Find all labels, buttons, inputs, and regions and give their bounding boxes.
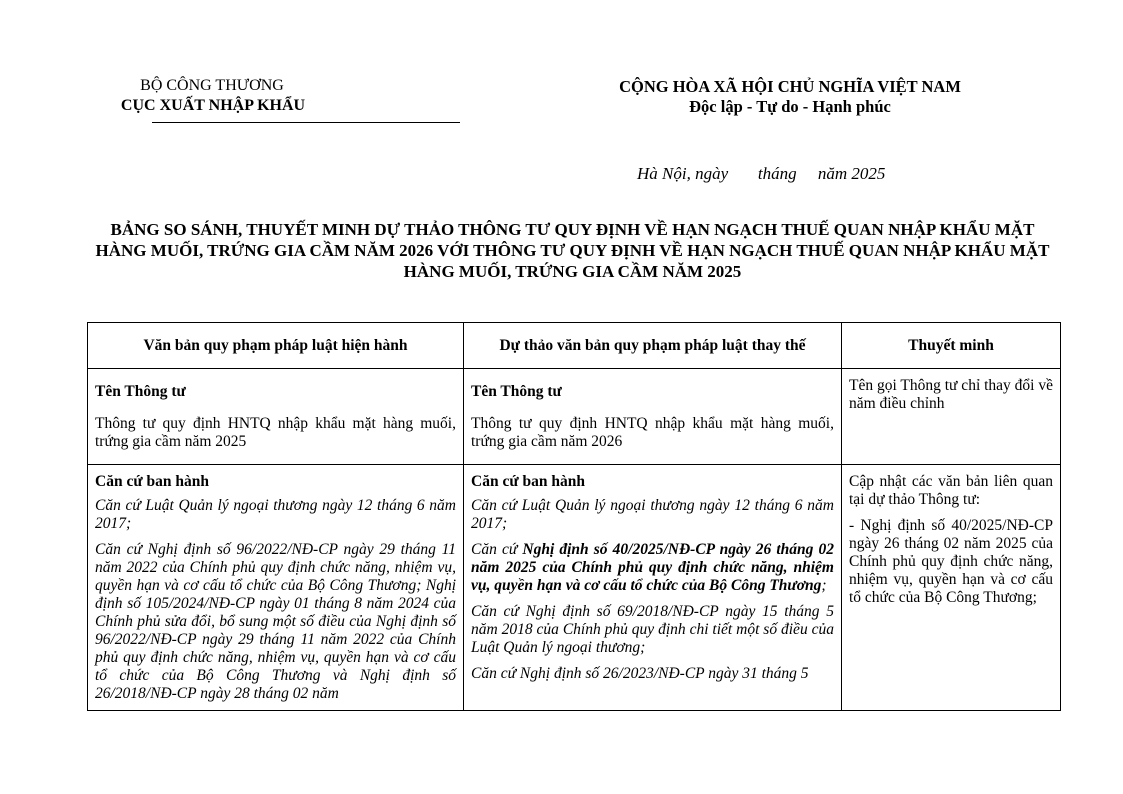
current-name-label: Tên Thông tư (95, 383, 186, 400)
comparison-table (87, 322, 1061, 711)
document-title: BẢNG SO SÁNH, THUYẾT MINH DỰ THẢO THÔNG TƯ QUY ĐỊNH VỀ HẠN NGẠCH THUẾ QUAN NHẬP KHẨU MẶT HÀNG MUỐI, TRỨNG GIA CẦM NĂM 2026 VỚI THÔNG TƯ QUY ĐỊNH VỀ HẠN NGẠCH THUẾ QUAN NHẬP KHẨU MẶT HÀNG MUỐI, TRỨNG GIA CẦM NĂM 2025 (95, 220, 1050, 281)
basis-note-intro: Cập nhật các văn bản liên quan tại dự thảo Thông tư: (849, 473, 1053, 508)
cell-current-basis (88, 465, 464, 711)
national-motto: Độc lập - Tự do - Hạnh phúc (689, 97, 891, 116)
table-row (88, 465, 1061, 711)
basis-note-item: - Nghị định số 40/2025/NĐ-CP ngày 26 tháng 02 năm 2025 của Chính phủ quy định chức năng, nhiệm vụ, quyền hạn và cơ cấu tổ chức của Bộ Công Thương; (849, 517, 1053, 606)
current-basis-law: Căn cứ Luật Quản lý ngoại thương ngày 12 tháng 6 năm 2017; (95, 497, 456, 532)
header-divider (152, 122, 460, 123)
current-basis-decree: Căn cứ Nghị định số 96/2022/NĐ-CP ngày 29 tháng 11 năm 2022 của Chính phủ quy định chức năng, nhiệm vụ, quyền hạn và cơ cấu tổ chức của Bộ Công Thương; Nghị định số 105/2024/NĐ-CP ngày 01 tháng 8 năm 2024 của Chính phủ sửa đổi, bổ sung một số điều của Nghị định số 96/2022/NĐ-CP ngày 29 tháng 11 năm 2022 của Chính phủ quy định chức năng, nhiệm vụ, quyền hạn và cơ cấu tổ chức của Bộ Công Thương và Nghị định số 26/2018/NĐ-CP ngày 28 tháng 02 năm (95, 541, 456, 702)
draft-name-label: Tên Thông tư (471, 383, 562, 400)
cell-draft-name (464, 369, 842, 465)
header-draft-law: Dự thảo văn bản quy phạm pháp luật thay thế (464, 323, 842, 369)
draft-basis-law: Căn cứ Luật Quản lý ngoại thương ngày 12 tháng 6 năm 2017; (471, 497, 834, 532)
cell-draft-basis (464, 465, 842, 711)
draft-basis-decree-40 (471, 541, 834, 595)
department-name: CỤC XUẤT NHẬP KHẨU (120, 97, 306, 114)
header-explanation: Thuyết minh (842, 323, 1061, 369)
table-header-row (88, 323, 1061, 369)
draft-decree-bold: Nghị định số 40/2025/NĐ-CP ngày 26 tháng 02 năm 2025 của Chính phủ quy định chức năng, nhiệm vụ, quyền hạn và cơ cấu tổ chức của Bộ Công Thương (471, 541, 835, 594)
draft-decree-suffix: ; (821, 577, 827, 594)
date-line: Hà Nội, ngày tháng năm 2025 (637, 164, 886, 183)
current-basis-label: Căn cứ ban hành (95, 473, 209, 490)
draft-decree-prefix: Căn cứ (471, 541, 523, 558)
name-note-text: Tên gọi Thông tư chỉ thay đổi về năm điều chỉnh (849, 377, 1053, 412)
header-current-law: Văn bản quy phạm pháp luật hiện hành (88, 323, 464, 369)
ministry-name: BỘ CÔNG THƯƠNG (140, 77, 284, 94)
draft-basis-decree-26: Căn cứ Nghị định số 26/2023/NĐ-CP ngày 31 tháng 5 (471, 665, 809, 682)
cell-basis-note (842, 465, 1061, 711)
current-name-text: Thông tư quy định HNTQ nhập khẩu mặt hàng muối, trứng gia cầm năm 2025 (95, 415, 456, 450)
cell-current-name (88, 369, 464, 465)
nation-name: CỘNG HÒA XÃ HỘI CHỦ NGHĨA VIỆT NAM (619, 77, 961, 96)
draft-basis-label: Căn cứ ban hành (471, 473, 585, 490)
draft-name-text: Thông tư quy định HNTQ nhập khẩu mặt hàng muối, trứng gia cầm năm 2026 (471, 415, 834, 450)
draft-basis-decree-69: Căn cứ Nghị định số 69/2018/NĐ-CP ngày 15 tháng 5 năm 2018 của Chính phủ quy định chi tiết một số điều của Luật Quản lý ngoại thương; (471, 603, 834, 656)
table-row (88, 369, 1061, 465)
cell-name-note (842, 369, 1061, 465)
